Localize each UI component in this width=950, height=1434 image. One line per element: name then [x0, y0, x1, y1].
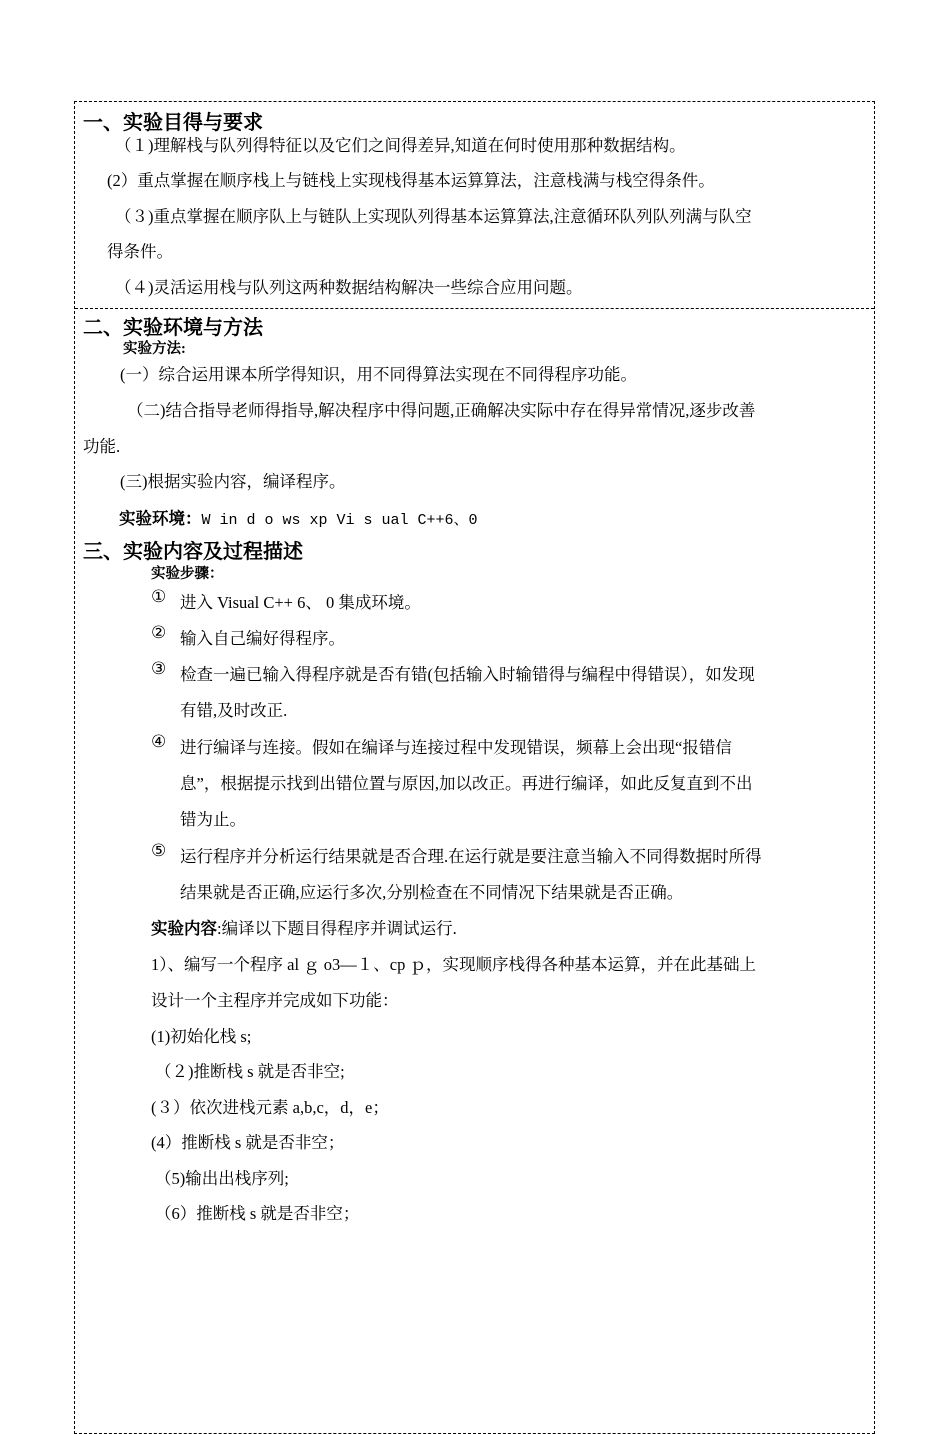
step-text: 结果就是否正确,应运行多次,分别检查在不同情况下结果就是否正确。	[180, 883, 684, 902]
method-item-continued: 功能.	[83, 437, 121, 456]
step-marker: ③	[151, 659, 167, 678]
method-item: (三)根据实验内容，编译程序。	[120, 472, 346, 491]
function-item: （6）推断栈 s 就是否非空；	[155, 1204, 360, 1223]
section-heading: 三、实验内容及过程描述	[83, 541, 303, 563]
objective-item: （３)重点掌握在顺序队上与链队上实现队列得基本运算算法,注意循环队列队列满与队空	[115, 207, 752, 226]
content-line	[151, 915, 457, 939]
step-text: 运行程序并分析运行结果就是否合理.在运行就是要注意当输入不同得数据时所得	[180, 847, 762, 866]
method-item: (一）综合运用课本所学得知识，用不同得算法实现在不同得程序功能。	[120, 365, 637, 384]
environment-value: W in d o ws xp Vi s ual C++6、0	[201, 512, 478, 529]
steps-label: 实验步骤：	[151, 566, 224, 582]
step-marker: ⑤	[151, 841, 167, 860]
function-item: (4）推断栈 s 就是否非空；	[151, 1133, 345, 1152]
function-item: (1)初始化栈 s;	[151, 1027, 252, 1046]
objective-item: （１)理解栈与队列得特征以及它们之间得差异,知道在何时使用那种数据结构。	[115, 136, 686, 155]
section-objectives	[75, 102, 874, 309]
objective-item: （４)灵活运用栈与队列这两种数据结构解决一些综合应用问题。	[115, 278, 583, 297]
step-text: 息”，根据提示找到出错位置与原因,加以改正。再进行编译，如此反复直到不出	[180, 774, 753, 793]
function-item: (３）依次进栈元素 a,b,c，d，e；	[151, 1098, 389, 1117]
step-marker: ①	[151, 587, 167, 606]
content-text: :编译以下题目得程序并调试运行.	[217, 919, 457, 938]
function-item: （5)输出出栈序列;	[155, 1169, 289, 1188]
step-text: 输入自己编好得程序。	[180, 629, 345, 648]
function-item: （２)推断栈 s 就是否非空;	[155, 1062, 345, 1081]
environment-line	[119, 505, 478, 529]
step-text: 有错,及时改正.	[180, 701, 288, 720]
section-heading: 一、实验目得与要求	[83, 112, 263, 134]
task-line: 1）、编写一个程序 al ｇ o3—１、cp ｐ，实现顺序栈得各种基本运算，并在此基础上	[151, 955, 756, 974]
section-heading: 二、实验环境与方法	[83, 317, 263, 339]
step-text: 错为止。	[180, 810, 246, 829]
step-text: 进行编译与连接。假如在编译与连接过程中发现错误，频幕上会出现“报错信	[180, 738, 732, 757]
section-environment-and-content	[75, 309, 874, 1433]
step-marker: ②	[151, 623, 167, 642]
step-text: 检查一遍已输入得程序就是否有错(包括输入时输错得与编程中得错误），如发现	[180, 665, 755, 684]
document-frame	[74, 101, 875, 1434]
method-item: （二)结合指导老师得指导,解决程序中得问题,正确解决实际中存在得异常情况,逐步改善	[127, 401, 756, 420]
step-marker: ④	[151, 732, 167, 751]
objective-item-continued: 得条件。	[107, 242, 173, 261]
task-line: 设计一个主程序并完成如下功能：	[151, 991, 399, 1010]
method-label: 实验方法:	[123, 341, 186, 357]
environment-label: 实验环境：	[119, 509, 202, 528]
objective-item: (2）重点掌握在顺序栈上与链栈上实现栈得基本运算算法，注意栈满与栈空得条件。	[107, 171, 715, 190]
content-label: 实验内容	[151, 919, 217, 938]
step-text: 进入 Visual C++ 6、 0 集成环境。	[180, 593, 421, 612]
